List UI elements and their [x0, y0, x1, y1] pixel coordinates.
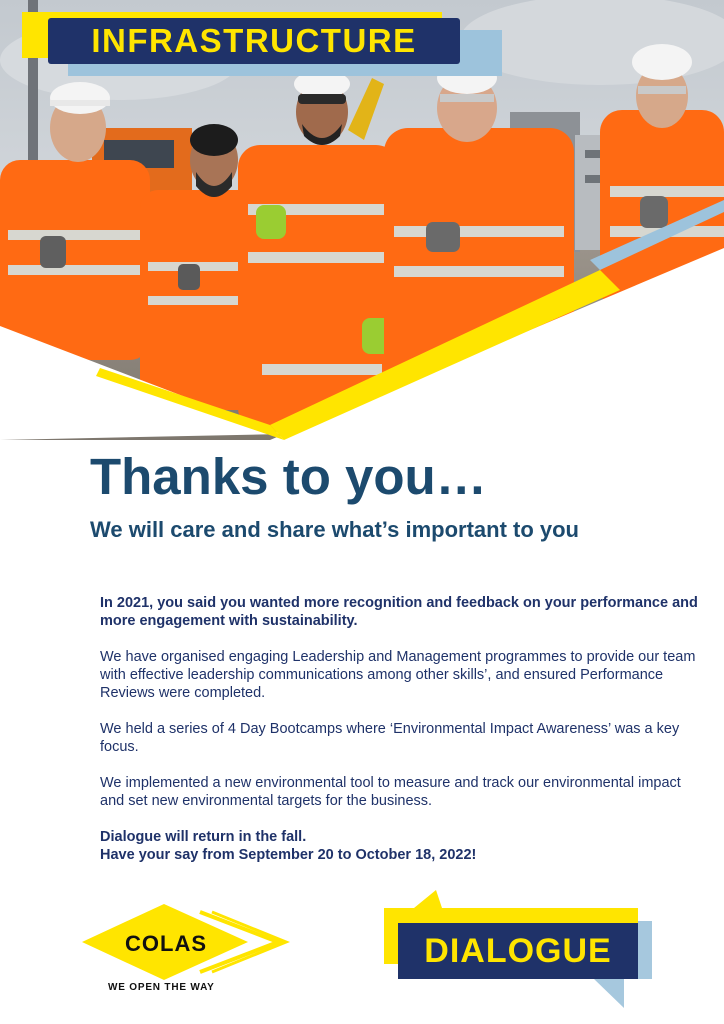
- intro-paragraph: In 2021, you said you wanted more recognition and feedback on your performance and more engagement with sustainability.: [100, 595, 698, 629]
- colas-wordmark: COLAS: [125, 931, 207, 956]
- colas-logo: [80, 900, 290, 1000]
- body-text: [100, 594, 700, 864]
- closing-line-2: Have your say from September 20 to October 18, 2022!: [100, 847, 477, 863]
- paragraph-bootcamps: We held a series of 4 Day Bootcamps where ‘Environmental Impact Awareness’ was a key focus.: [100, 721, 680, 755]
- hero-photo: [0, 0, 724, 440]
- page-title: Thanks to you…: [90, 448, 487, 505]
- infrastructure-banner: [22, 10, 492, 80]
- dialogue-plate: [398, 923, 638, 979]
- colas-tagline: WE OPEN THE WAY: [108, 982, 215, 993]
- paragraph-leadership: We have organised engaging Leadership and Management programmes to provide our team with effective leadership communications among other skills’, and ensured Performance Reviews were completed.: [100, 649, 696, 701]
- banner-plate: [48, 18, 460, 64]
- dialogue-wordmark: DIALOGUE: [424, 931, 612, 970]
- banner-label: INFRASTRUCTURE: [91, 22, 417, 59]
- closing-line-1: Dialogue will return in the fall.: [100, 829, 307, 845]
- paragraph-environment-tool: We implemented a new environmental tool to measure and track our environmental impact and set new environmental targets for the business.: [100, 775, 681, 809]
- dialogue-logo: [384, 890, 664, 1015]
- page-subtitle: We will care and share what’s important to you: [90, 517, 579, 542]
